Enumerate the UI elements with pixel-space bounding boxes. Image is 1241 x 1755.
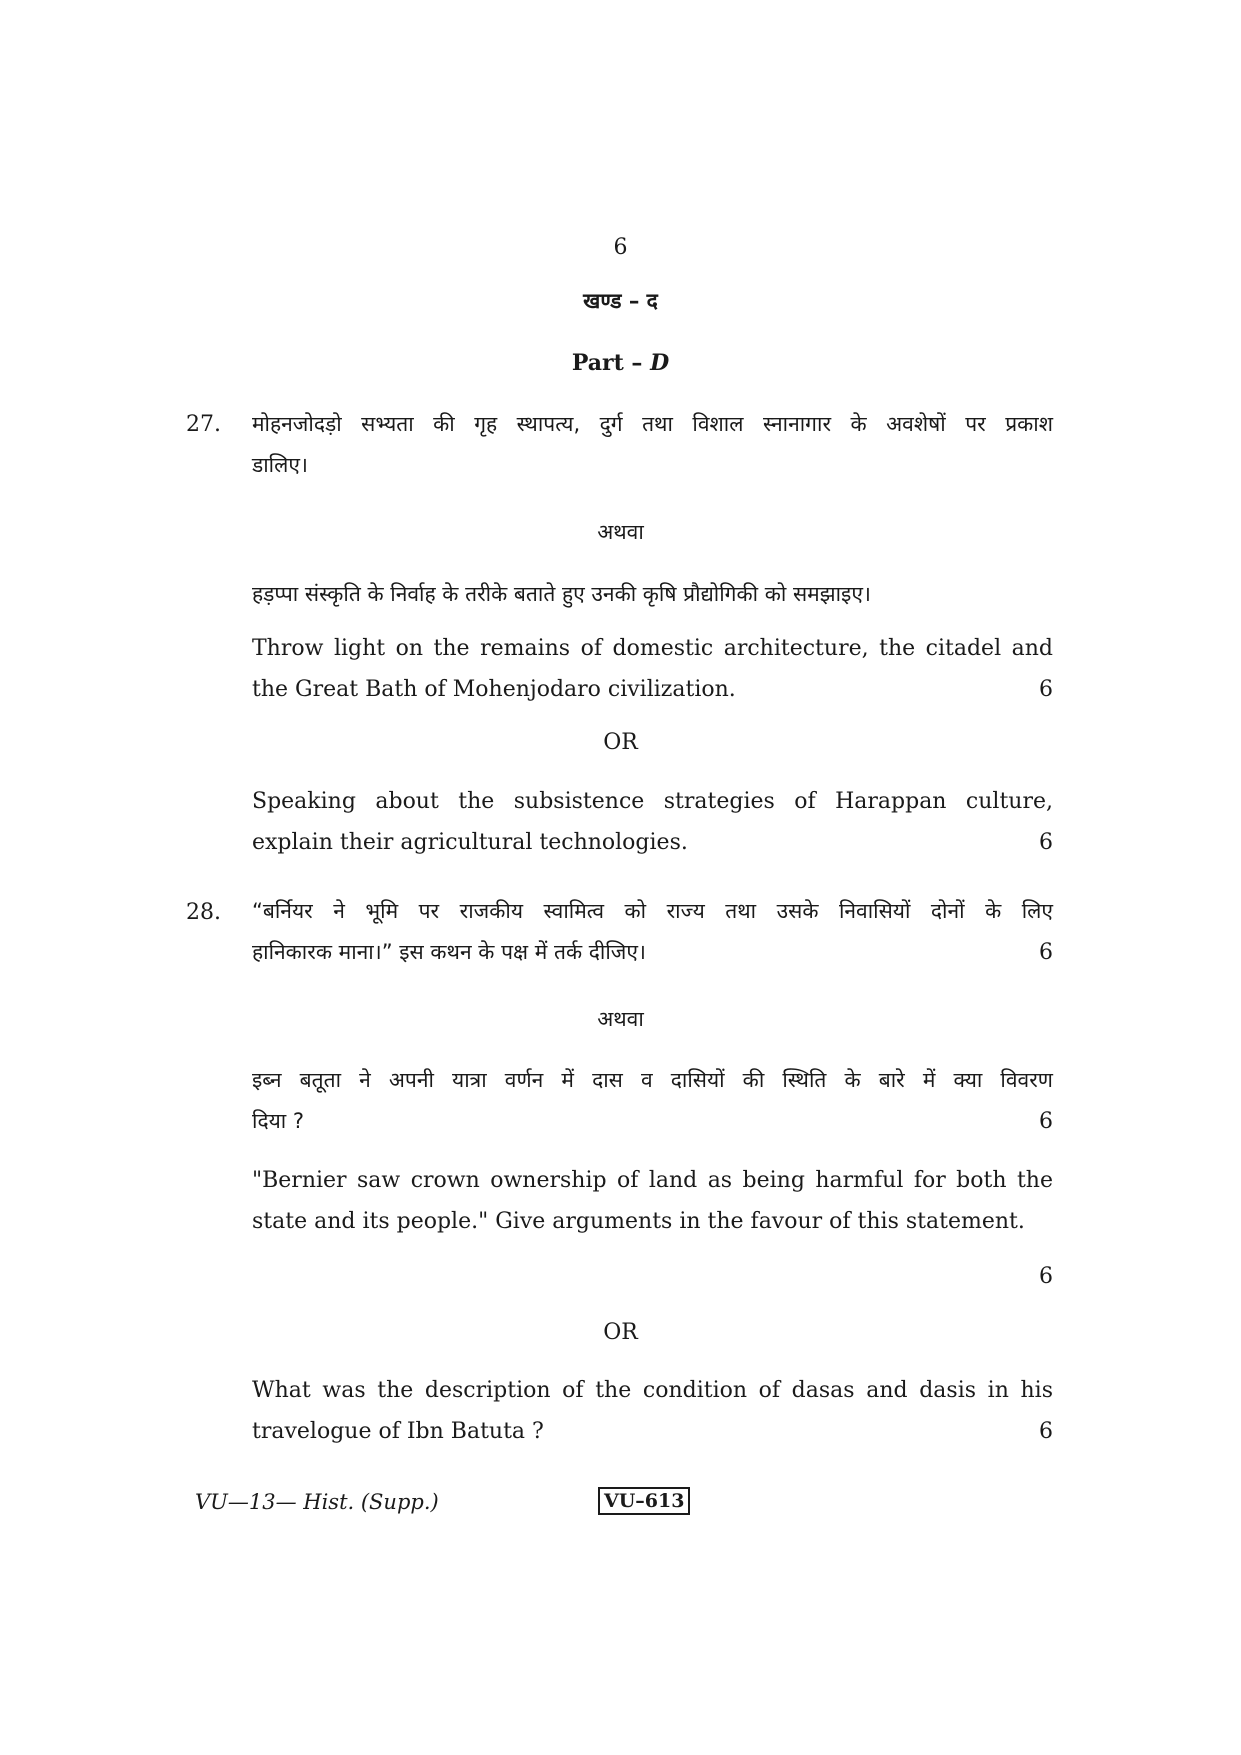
question-28-hindi-line-1: “बर्नियर ने भूमि पर राजकीय स्वामित्व को राज्य तथा उसके निवासियों दोनों के लिए [252, 899, 1053, 923]
question-28-english-marks: 6 [1039, 1264, 1053, 1289]
question-27-alt-marks: 6 [1039, 830, 1053, 855]
question-27-english-alt-line-2 [252, 822, 1053, 863]
footer-booklet-code: VU–613 [598, 1487, 690, 1515]
question-28-number: 28. [186, 900, 221, 925]
question-28-hindi-line-2-text: हानिकारक माना।” इस कथन के पक्ष में तर्क दीजिए। [252, 940, 646, 964]
question-27-hindi-alt-line: हड़प्पा संस्कृति के निर्वाह के तरीके बताते हुए उनकी कृषि प्रौद्योगिकी को समझाइए। [252, 582, 871, 606]
footer-paper-code: VU—13— Hist. (Supp.) [195, 1490, 439, 1514]
question-28-english-line-1: "Bernier saw crown ownership of land as being harmful for both the [252, 1168, 1053, 1193]
question-28-or-hindi: अथवा [597, 1007, 644, 1031]
question-27-hindi-line-2: डालिए। [252, 453, 308, 477]
section-heading-english [0, 350, 1241, 376]
question-27-english-line-2 [252, 669, 1053, 710]
question-28-hindi-alt-line-1: इब्न बतूता ने अपनी यात्रा वर्णन में दास व दासियों की स्थिति के बारे में क्या विवरण [252, 1068, 1053, 1092]
question-28-hindi [252, 891, 1053, 973]
question-27-english-alt-line-2-text: explain their agricultural technologies. [252, 830, 688, 855]
section-heading-letter: D [650, 350, 670, 376]
question-28-alt-marks: 6 [1039, 1419, 1053, 1444]
question-28-hindi-line-2 [252, 932, 1053, 973]
question-27-marks: 6 [1039, 677, 1053, 702]
question-28-english-marks-row [252, 1256, 1053, 1297]
question-27-or-hindi: अथवा [597, 520, 644, 544]
question-27-hindi-line-1: मोहनजोदड़ो सभ्यता की गृह स्थापत्य, दुर्ग तथा विशाल स्नानागार के अवशेषों पर प्रकाश [252, 412, 1053, 436]
question-27-english-alternative [252, 781, 1053, 863]
question-27-or-english: OR [603, 730, 638, 755]
question-28-english-alt-line-1: What was the description of the condition of dasas and dasis in his [252, 1378, 1053, 1403]
section-heading-hindi: खण्ड – द [583, 289, 658, 313]
question-28-english-line-2: state and its people." Give arguments in the favour of this statement. [252, 1209, 1025, 1234]
section-heading-prefix: Part – [571, 350, 651, 376]
question-27-hindi-alternative [252, 574, 1053, 615]
question-27-english-line-2-text: the Great Bath of Mohenjodaro civilization. [252, 677, 736, 702]
question-28-hindi-alt-line-2 [252, 1101, 1053, 1142]
question-28-or-english: OR [603, 1320, 638, 1345]
question-27-number: 27. [186, 412, 221, 437]
question-27-hindi [252, 404, 1053, 486]
question-28-hindi-marks: 6 [1039, 940, 1053, 965]
question-28-hindi-alternative [252, 1060, 1053, 1142]
question-28-english-alt-line-2-text: travelogue of Ibn Batuta ? [252, 1419, 544, 1444]
page-number: 6 [613, 235, 628, 260]
question-28-english-alt-line-2 [252, 1411, 1053, 1452]
question-28-hindi-alt-line-2-text: दिया ? [252, 1109, 305, 1133]
question-28-hindi-alt-marks: 6 [1039, 1109, 1053, 1134]
question-27-english-alt-line-1: Speaking about the subsistence strategies of Harappan culture, [252, 789, 1053, 814]
question-27-english-line-1: Throw light on the remains of domestic architecture, the citadel and [252, 636, 1053, 661]
question-28-english [252, 1160, 1053, 1242]
question-27-english [252, 628, 1053, 710]
question-28-english-alternative [252, 1370, 1053, 1452]
